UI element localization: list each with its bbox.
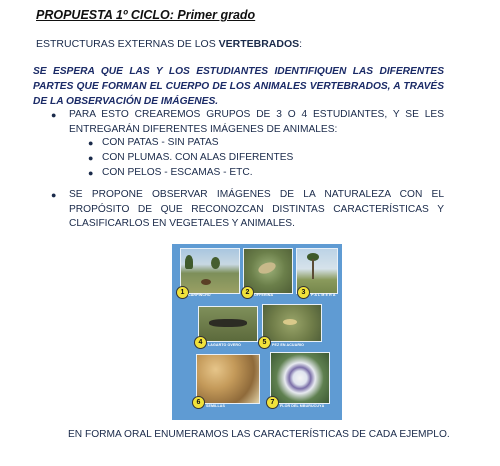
number-badge: 4 xyxy=(194,336,207,349)
photo-capybara xyxy=(180,248,240,294)
photo-caption: CARPINCHO xyxy=(188,293,211,297)
photo-passion-flower xyxy=(270,352,330,404)
bullet-text: PARA ESTO CREAREMOS GRUPOS DE 3 O 4 ESTUDIANTES, Y SE LES ENTREGARÁN DIFERENTES IMÁGENES DE ANIMALES: xyxy=(69,109,444,135)
sub-item-text: CON PELOS - ESCAMAS - ETC. xyxy=(102,167,253,178)
photo-caption: LAGARTO OVERO xyxy=(208,343,241,347)
subtitle-emphasis: VERTEBRADOS xyxy=(218,38,300,50)
number-badge: 3 xyxy=(297,286,310,299)
sub-list-item xyxy=(88,166,253,181)
number-badge: 6 xyxy=(192,396,205,409)
number-badge: 2 xyxy=(241,286,254,299)
bullet-icon: ● xyxy=(88,153,94,163)
number-badge: 5 xyxy=(258,336,271,349)
photo-lizard xyxy=(198,306,258,342)
nature-image-collage xyxy=(172,244,342,420)
sub-item-text: CON PLUMAS. CON ALAS DIFERENTES xyxy=(102,152,294,163)
photo-caption: OFFERINA xyxy=(254,293,274,297)
number-badge: 1 xyxy=(176,286,189,299)
list-item xyxy=(51,188,444,232)
photo-seeds xyxy=(196,354,260,404)
photo-caption: P A L M E R A xyxy=(311,293,336,297)
bullet-text: SE PROPONE OBSERVAR IMÁGENES DE LA NATURALEZA CON EL PROPÓSITO DE QUE RECONOZCAN DISTINTAS CARACTERÍSTICAS Y CLASIFICARLOS EN VEGETALES Y ANIMALES. xyxy=(69,189,444,229)
bullet-icon: ● xyxy=(51,190,57,200)
list-item xyxy=(51,108,444,137)
bullet-icon: ● xyxy=(51,110,57,120)
closing-instruction: EN FORMA ORAL ENUMERAMOS LAS CARACTERÍSTICAS DE CADA EJEMPLO. xyxy=(68,429,450,440)
section-subtitle xyxy=(36,38,302,50)
page-title: PROPUESTA 1º CICLO: Primer grado xyxy=(36,8,256,22)
photo-fish-aquarium xyxy=(262,304,322,342)
number-badge: 7 xyxy=(266,396,279,409)
sub-item-text: CON PATAS - SIN PATAS xyxy=(102,137,219,148)
sub-list-item xyxy=(88,151,293,166)
objective-paragraph: SE ESPERA QUE LAS Y LOS ESTUDIANTES IDENTIFIQUEN LAS DIFERENTES PARTES QUE FORMAN EL CUERPO DE LOS ANIMALES VERTEBRADOS, A TRAVÉS DE LA OBSERVACIÓN DE IMÁGENES. xyxy=(33,66,444,107)
bullet-icon: ● xyxy=(88,138,94,148)
sub-list-item xyxy=(88,136,219,151)
bullet-icon: ● xyxy=(88,168,94,178)
subtitle-prefix: ESTRUCTURAS EXTERNAS DE LOS xyxy=(36,38,219,50)
photo-caption: SEMILLAS xyxy=(206,404,225,408)
photo-caption: PEZ EN ACUARIO xyxy=(272,343,305,347)
photo-caption: FLOR DEL MBURUCUYÁ xyxy=(280,404,325,408)
subtitle-suffix: : xyxy=(299,38,303,50)
